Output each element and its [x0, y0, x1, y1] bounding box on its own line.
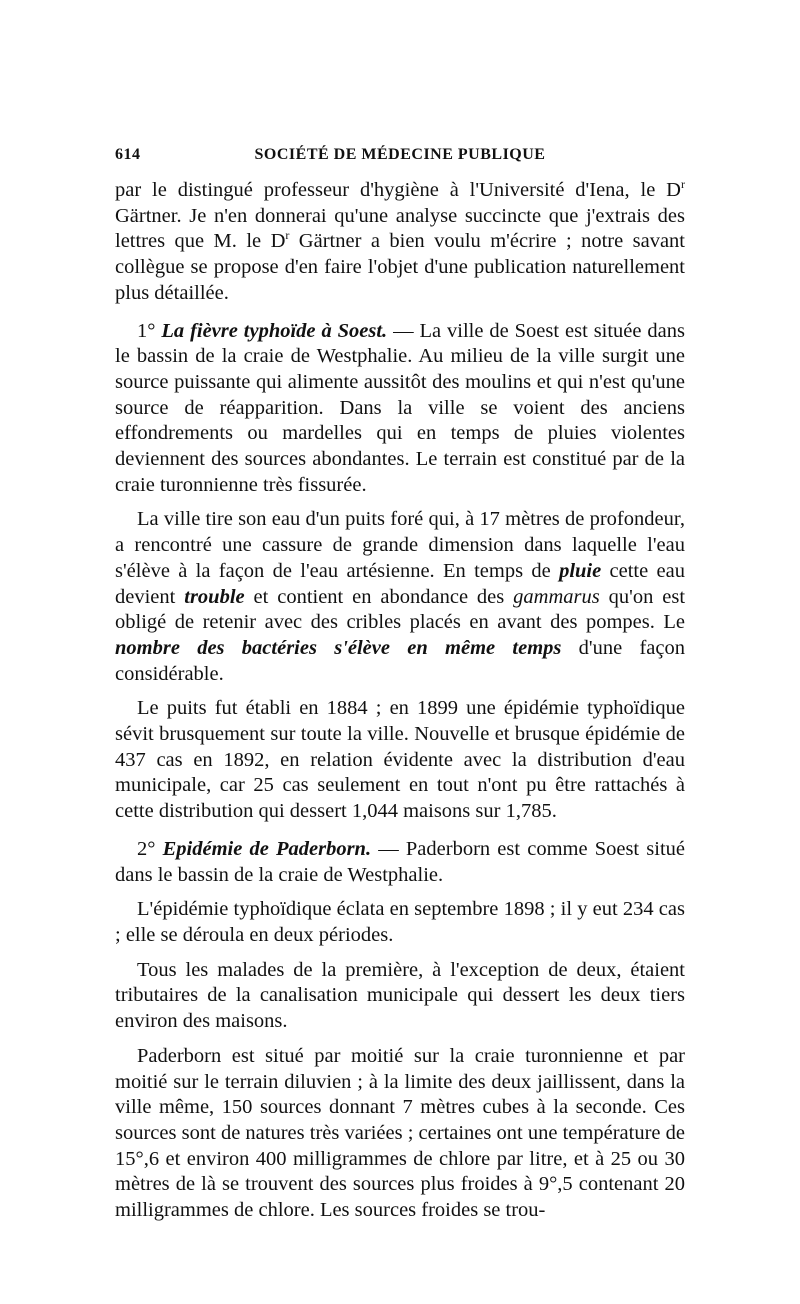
running-header	[115, 146, 685, 170]
dash: —	[387, 319, 420, 342]
text-run: d'une façon considérable.	[115, 636, 685, 685]
text-run: Gärtner. Je n'en donnerai qu'une analyse succincte que j'extrais des lettres que M. le D	[115, 204, 685, 253]
emphasis: trouble	[184, 585, 245, 608]
dash: —	[371, 837, 406, 860]
text-run: par le distingué professeur d'hygiène à l'Université d'Iena, le D	[115, 179, 681, 201]
superscript: r	[681, 177, 685, 192]
text-run: cette eau devient	[115, 559, 686, 608]
section-number: 1°	[137, 319, 156, 342]
emphasis: gammarus	[513, 585, 600, 608]
text-run: La ville tire son eau d'un puits foré qui, à 17 mètres de profondeur, a rencontré une cassure de grande dimension dans laquelle l'eau s'élève à la façon de l'eau artésienne. En temps de	[115, 508, 685, 582]
section-title: La fièvre typhoïde à Soest.	[161, 319, 388, 342]
emphasis: nombre des bactéries s'élève en même temps	[115, 636, 562, 659]
text-run: et contient en abondance des	[244, 585, 514, 608]
text-run: qu'on est obligé de retenir avec des cribles placés en avant des pompes. Le	[115, 585, 686, 634]
section-soest	[115, 319, 685, 499]
section-number: 2°	[137, 837, 156, 860]
text-run: Gärtner a bien voulu m'écrire ; notre savant collègue se propose d'en faire l'objet d'une publication naturellement plus détaillée.	[115, 230, 685, 304]
paragraph-intro	[115, 178, 685, 307]
section-paderborn	[115, 837, 685, 888]
superscript: r	[285, 228, 290, 243]
section-title: Epidémie de Paderborn.	[162, 837, 372, 860]
paragraph-well	[115, 507, 685, 687]
paragraph-sources: Paderborn est situé par moitié sur la craie turonnienne et par moitié sur le terrain diluvien ; à la limite des deux jaillissent, dans la ville même, 150 sources donnant 7 mètres cubes à la seconde. Ces sources sont de natures très variées ; certaines ont une température de 15°,6 et environ 400 milligrammes de chlore par litre, et à 25 ou 30 mètres de là se trouvent des sources plus froides à 9°,5 contenant 20 milligrammes de chlore. Les sources froides se trou-	[115, 1044, 685, 1222]
text-run: La ville de Soest est située dans le bassin de la craie de Westphalie. Au milieu de la ville surgit une source puissante qui alimente aussitôt des moulins et qui n'est qu'une source de réapparition. Dans la ville se voient des anciens effondrements ou mardelles qui en temps de pluies violentes deviennent des sources abondantes. Le terrain est constitué par de la craie turonnienne très fissurée.	[115, 319, 686, 496]
paragraph-typhoid-1898: L'épidémie typhoïdique éclata en septembre 1898 ; il y eut 234 cas ; elle se déroula en deux périodes.	[115, 898, 685, 946]
paragraph-epidemics: Le puits fut établi en 1884 ; en 1899 une épidémie typhoïdique sévit brusquement sur toute la ville. Nouvelle et brusque épidémie de 437 cas en 1892, en relation évidente avec la distribution d'eau municipale, car 25 cas seulement en tout n'ont pu être rattachés à cette distribution qui dessert 1,044 maisons sur 1,785.	[115, 697, 685, 823]
emphasis: pluie	[559, 559, 602, 582]
page-body	[115, 178, 685, 1224]
page-number: 614	[115, 146, 141, 163]
text-run: Paderborn est comme Soest situé dans le bassin de la craie de Westphalie.	[115, 837, 685, 886]
running-title: SOCIÉTÉ DE MÉDECINE PUBLIQUE	[254, 146, 546, 163]
paragraph-patients: Tous les malades de la première, à l'exception de deux, étaient tributaires de la canalisation municipale qui dessert les deux tiers environ des maisons.	[115, 958, 685, 1033]
